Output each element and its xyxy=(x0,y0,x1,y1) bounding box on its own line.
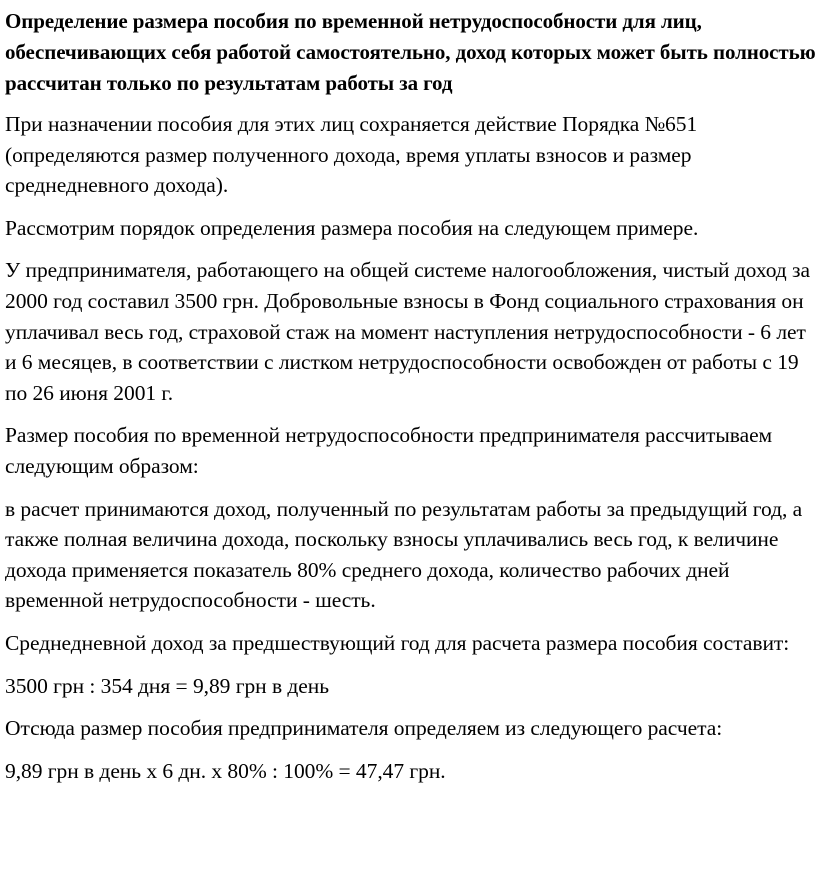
paragraph-calculation-basis: в расчет принимаются доход, полученный по результатам работы за предыдущий год, а также полная величина дохода, поскольку взносы уплачивались весь год, к величине дохода применяется показатель 80% среднего дохода, количество рабочих дней временной нетрудоспособности - шесть. xyxy=(5,496,803,613)
paragraph-procedure-651: При назначении пособия для этих лиц сохраняется действие Порядка №651 (определяются размер полученного дохода, время уплаты взносов и размер среднедневного дохода). xyxy=(5,112,698,198)
paragraph-daily-income-intro: Среднедневной доход за предшествующий год для расчета размера пособия составит: xyxy=(5,630,790,655)
paragraph-example-intro: Рассмотрим порядок определения размера пособия на следующем примере. xyxy=(5,215,699,240)
paragraph-calculation-intro: Размер пособия по временной нетрудоспособности предпринимателя рассчитываем следующим образом: xyxy=(5,423,773,478)
paragraph-benefit-intro: Отсюда размер пособия предпринимателя определяем из следующего расчета: xyxy=(5,716,723,741)
formula-benefit-amount: 9,89 грн в день х 6 дн. х 80% : 100% = 47,47 грн. xyxy=(5,758,446,783)
document-title: Определение размера пособия по временной нетрудоспособности для лиц, обеспечивающих себя работой самостоятельно, доход которых может быть полностью рассчитан только по результатам работы за год xyxy=(5,9,816,95)
document-page xyxy=(5,6,816,798)
paragraph-entrepreneur-case: У предпринимателя, работающего на общей системе налогообложения, чистый доход за 2000 год составил 3500 грн. Добровольные взносы в Фонд социального страхования он уплачивал весь год, страховой стаж на момент наступления нетрудоспособности - 6 лет и 6 месяцев, в соответствии с листком нетрудоспособности освобожден от работы с 19 по 26 июня 2001 г. xyxy=(5,258,810,405)
formula-daily-income: 3500 грн : 354 дня = 9,89 грн в день xyxy=(5,673,329,698)
